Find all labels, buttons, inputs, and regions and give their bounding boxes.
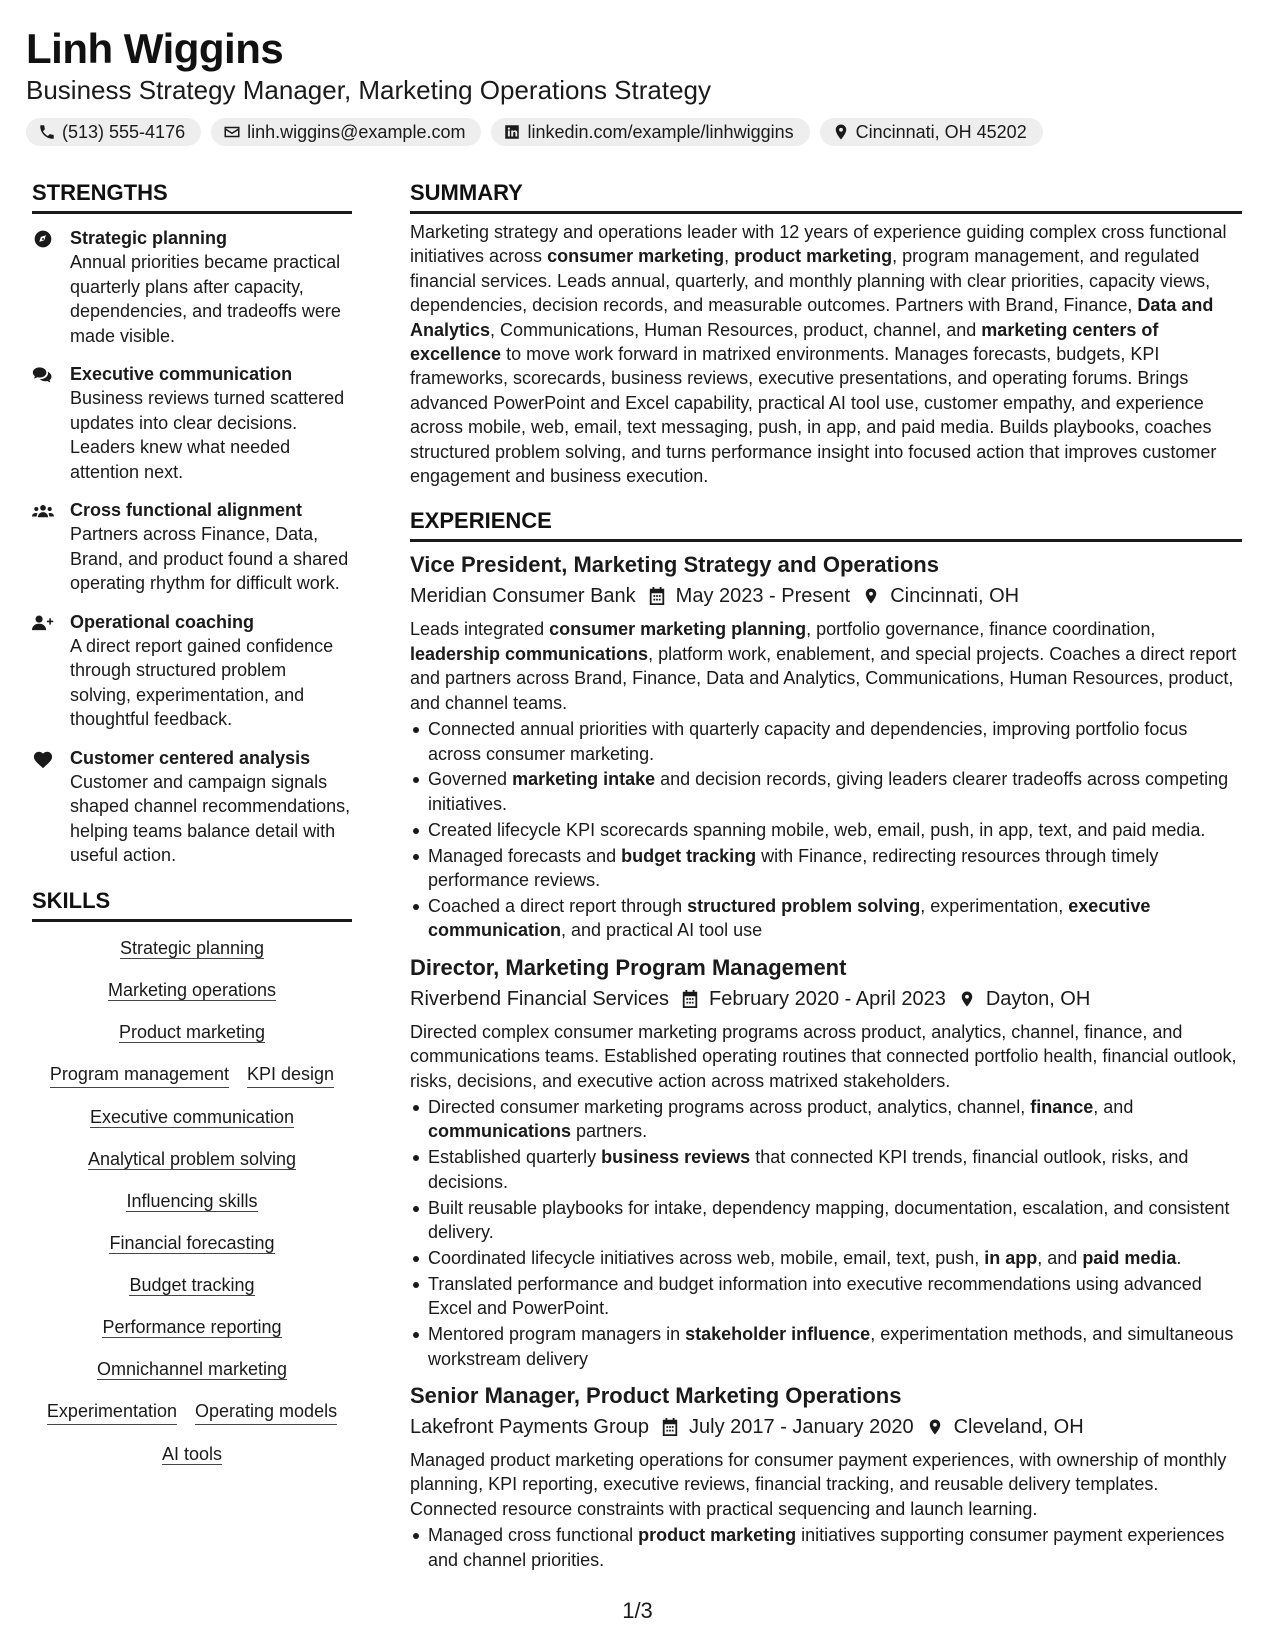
job-title: Vice President, Marketing Strategy and Operations [410, 552, 939, 578]
location-pin-icon [862, 586, 880, 606]
candidate-name: Linh Wiggins [26, 25, 284, 72]
contact-list [26, 118, 1246, 146]
bullet-item: Translated performance and budget information into executive recommendations using advanced Excel and PowerPoint. [410, 1272, 1242, 1321]
job-title: Senior Manager, Product Marketing Operations [410, 1382, 902, 1408]
skill-tag: Strategic planning [119, 937, 265, 958]
strength-item: Customer centered analysis Customer and campaign signals shaped channel recommendations, helping teams balance detail with useful action. [32, 746, 352, 868]
strength-item: Cross functional alignment Partners across Finance, Data, Brand, and product found a shared operating rhythm for difficult work. [32, 498, 352, 596]
job-entry [410, 1381, 1242, 1572]
skill-tag: AI tools [161, 1443, 223, 1464]
calendar-icon [681, 989, 699, 1009]
job-location: Dayton, OH [985, 987, 1091, 1010]
skill-tag: Marketing operations [107, 979, 277, 1000]
location-pin-icon [958, 989, 976, 1009]
summary-text: Marketing strategy and operations leader with 12 years of experience guiding complex cross functional initiatives across consumer marketing, product marketing, program management, and regulated financial services. Leads annual, quarterly, and monthly planning with clear priorities, capacity views, dependencies, decision records, and measurable outcomes. Partners with Brand, Finance, Data and Analytics, Communications, Human Resources, product, channel, and marketing centers of excellence to move work forward in matrixed environments. Manages forecasts, budgets, KPI frameworks, scorecards, business reviews, executive presentations, and operating forums. Brings advanced PowerPoint and Excel capability, practical AI tool use, customer empathy, and experience across mobile, web, email, text messaging, push, in app, and paid media. Builds playbooks, coaches structured problem solving, and turns performance insight into focused action that improves customer engagement and business execution. [410, 222, 1227, 487]
job-entry [410, 953, 1242, 1371]
contact-email[interactable]: linh.wiggins@example.com [211, 118, 481, 146]
contact-phone[interactable]: (513) 555-4176 [26, 118, 201, 146]
bullet-item: Coordinated lifecycle initiatives across web, mobile, email, text, push, in app, and paid media. [410, 1246, 1242, 1270]
job-company: Riverbend Financial Services [410, 987, 670, 1010]
job-title: Director, Marketing Program Management [410, 954, 847, 980]
users-icon [32, 501, 54, 521]
job-meta [410, 984, 1242, 1014]
skill-tag: Executive communication [89, 1106, 295, 1127]
strength-item: Operational coaching A direct report gained confidence through structured problem solving, experimentation, and thoughtful feedback. [32, 610, 352, 732]
skill-tag: Experimentation [47, 1399, 177, 1425]
contact-location: Cincinnati, OH 45202 [820, 118, 1043, 146]
job-description: Directed complex consumer marketing programs across product, analytics, channel, finance, and communications teams. Established operating routines that connected portfolio health, financial outlook, risks, decisions, and executive action across matrixed stakeholders. [410, 1021, 1237, 1091]
skill-tag: Product marketing [118, 1021, 266, 1042]
location-pin-icon [832, 123, 850, 141]
bullet-item: Coached a direct report through structured problem solving, experimentation, executive communication, and practical AI tool use [410, 894, 1242, 943]
page-number: 1/3 [622, 1598, 653, 1623]
job-description: Managed product marketing operations for consumer payment experiences, with ownership of monthly planning, KPI reporting, executive reviews, financial tracking, and reusable delivery templates. Connected resource constraints with practical sequencing and launch learning. [410, 1449, 1227, 1519]
skill-tag: KPI design [247, 1062, 334, 1088]
job-description: Leads integrated consumer marketing planning, portfolio governance, finance coordination, leadership communications, platform work, enablement, and special projects. Coaches a direct report and partners across Brand, Finance, Data and Analytics, Communications, Human Resources, product, and channel teams. [410, 619, 1237, 713]
right-column [410, 178, 1242, 1573]
location-pin-icon [926, 1417, 944, 1437]
bullet-item: Mentored program managers in stakeholder influence, experimentation methods, and simultaneous workstream delivery [410, 1322, 1242, 1371]
bullet-item: Created lifecycle KPI scorecards spanning mobile, web, email, push, in app, text, and paid media. [410, 818, 1242, 842]
job-dates: February 2020 - April 2023 [709, 987, 946, 1010]
contact-linkedin[interactable]: linkedin.com/example/linhwiggins [491, 118, 809, 146]
skill-tag: Budget tracking [129, 1274, 255, 1295]
job-bullets [410, 1523, 1242, 1572]
skill-tag: Financial forecasting [109, 1232, 275, 1253]
bullet-item: Directed consumer marketing programs across product, analytics, channel, finance, and communications partners. [410, 1095, 1242, 1144]
job-dates: July 2017 - January 2020 [689, 1415, 914, 1438]
summary-heading: SUMMARY [410, 178, 1242, 214]
job-location: Cincinnati, OH [890, 585, 1020, 608]
job-bullets [410, 717, 1242, 943]
skill-tag: Performance reporting [102, 1316, 282, 1337]
phone-icon [38, 123, 56, 141]
strength-item: Strategic planning Annual priorities became practical quarterly plans after capacity, dependencies, and tradeoffs were made visible. [32, 226, 352, 348]
job-company: Lakefront Payments Group [410, 1415, 650, 1438]
job-entry [410, 550, 1242, 942]
bullet-item: Managed forecasts and budget tracking with Finance, redirecting resources through timely performance reviews. [410, 844, 1242, 893]
experience-heading: EXPERIENCE [410, 506, 1242, 542]
comments-icon [32, 365, 54, 385]
skills-heading: SKILLS [32, 886, 352, 922]
bullet-item: Governed marketing intake and decision records, giving leaders clearer tradeoffs across competing initiatives. [410, 767, 1242, 816]
job-company: Meridian Consumer Bank [410, 585, 636, 608]
skill-tag: Operating models [195, 1399, 337, 1425]
job-dates: May 2023 - Present [675, 585, 851, 608]
bullet-item: Built reusable playbooks for intake, dependency mapping, documentation, escalation, and consistent delivery. [410, 1196, 1242, 1245]
strengths-list [32, 226, 352, 868]
job-meta [410, 581, 1242, 611]
job-bullets [410, 1095, 1242, 1371]
experience-list [410, 550, 1242, 1572]
left-column [32, 178, 352, 1467]
candidate-title: Business Strategy Manager, Marketing Operations Strategy [26, 75, 712, 105]
compass-icon [32, 229, 54, 249]
resume-header [26, 24, 1246, 146]
linkedin-icon [503, 123, 521, 141]
skills-list [32, 936, 352, 1467]
heart-icon [32, 749, 54, 769]
calendar-icon [661, 1417, 679, 1437]
user-plus-icon [32, 613, 54, 633]
job-location: Cleveland, OH [953, 1415, 1084, 1438]
strengths-heading: STRENGTHS [32, 178, 352, 214]
strength-item: Executive communication Business reviews turned scattered updates into clear decisions. Leaders knew what needed attention next. [32, 362, 352, 484]
skill-tag: Analytical problem solving [87, 1148, 297, 1169]
skill-tag: Program management [50, 1062, 229, 1088]
bullet-item: Connected annual priorities with quarterly capacity and dependencies, improving portfolio focus across consumer marketing. [410, 717, 1242, 766]
bullet-item: Managed cross functional product marketing initiatives supporting consumer payment experiences and channel priorities. [410, 1523, 1242, 1572]
bullet-item: Established quarterly business reviews that connected KPI trends, financial outlook, risks, and decisions. [410, 1145, 1242, 1194]
skill-tag: Omnichannel marketing [96, 1358, 288, 1379]
job-meta [410, 1412, 1242, 1442]
envelope-icon [223, 123, 241, 141]
skill-tag: Influencing skills [126, 1190, 258, 1211]
calendar-icon [648, 586, 666, 606]
